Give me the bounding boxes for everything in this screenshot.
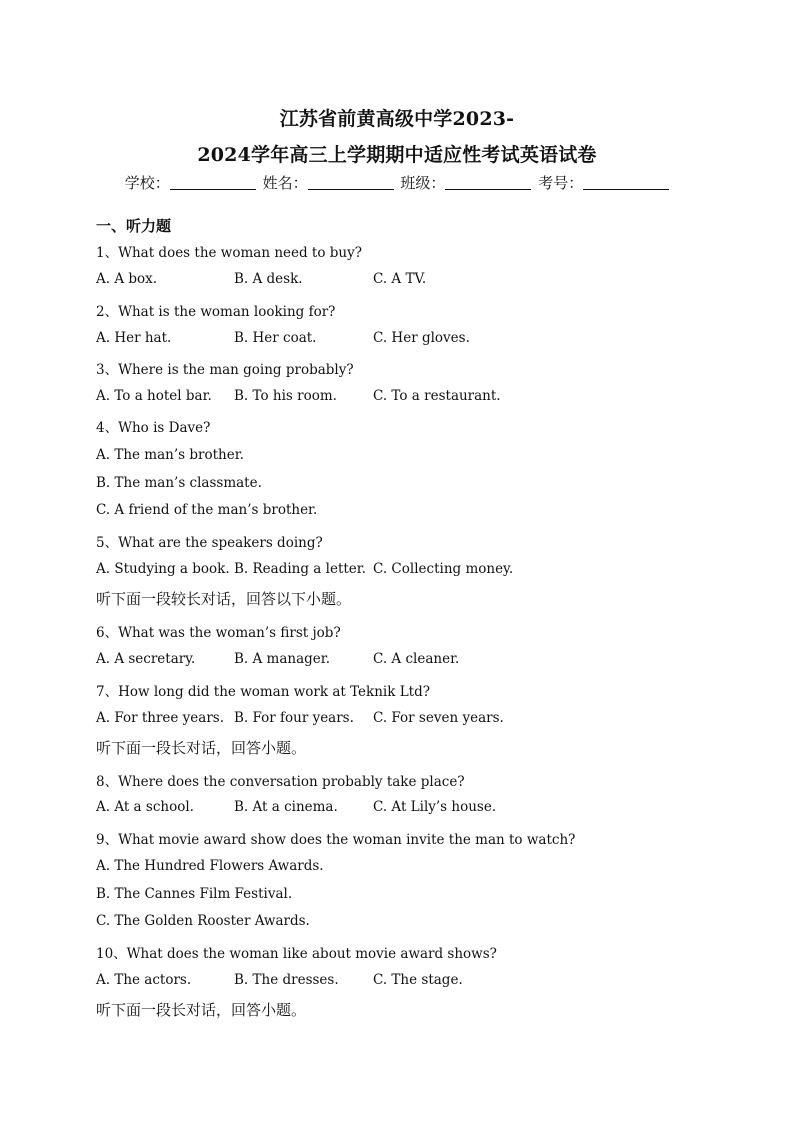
question-5: 5、What are the speakers doing? (96, 535, 323, 551)
name-field (263, 174, 394, 192)
q7-option-a: A. For three years. (96, 710, 225, 726)
question-10: 10、What does the woman like about movie award shows? (96, 946, 497, 962)
exam-title-line1: 江苏省前黄高级中学2023- (279, 108, 515, 130)
section-title: 一、听力题 (96, 217, 172, 235)
exam-number-field (538, 174, 669, 192)
q10-option-b: B. The dresses. (234, 972, 339, 988)
q4-option-b: B. The man’s classmate. (96, 475, 262, 491)
question-4: 4、Who is Dave? (96, 420, 211, 436)
q4-option-c: C. A friend of the man’s brother. (96, 502, 318, 518)
q8-option-c: C. At Lily’s house. (373, 799, 497, 815)
q8-option-a: A. At a school. (96, 799, 194, 815)
listening-instruction-1: 听下面一段较长对话，回答以下小题。 (96, 590, 352, 608)
question-1: 1、What does the woman need to buy? (96, 245, 362, 261)
class-blank[interactable] (445, 175, 531, 190)
listening-instruction-3: 听下面一段长对话，回答小题。 (96, 1001, 307, 1019)
q1-option-c: C. A TV. (373, 271, 427, 287)
q9-option-c: C. The Golden Rooster Awards. (96, 913, 310, 929)
q3-option-c: C. To a restaurant. (373, 388, 501, 404)
q7-option-c: C. For seven years. (373, 710, 504, 726)
q3-option-b: B. To his room. (234, 388, 337, 404)
q10-option-a: A. The actors. (96, 972, 192, 988)
q6-option-c: C. A cleaner. (373, 651, 460, 667)
name-label: 姓名： (262, 174, 308, 192)
class-label: 班级： (400, 174, 446, 192)
q10-option-c: C. The stage. (373, 972, 463, 988)
q5-option-a: A. Studying a book. (96, 561, 230, 577)
q2-option-b: B. Her coat. (234, 330, 317, 346)
exam-number-blank[interactable] (583, 175, 669, 190)
question-9: 9、What movie award show does the woman invite the man to watch? (96, 832, 576, 848)
question-6: 6、What was the woman’s first job? (96, 625, 341, 641)
q6-option-b: B. A manager. (234, 651, 331, 667)
q7-option-b: B. For four years. (234, 710, 354, 726)
q3-option-a: A. To a hotel bar. (96, 388, 212, 404)
student-info-row (0, 172, 794, 193)
exam-title-line2: 2024学年高三上学期期中适应性考试英语试卷 (197, 144, 597, 166)
school-label: 学校： (124, 174, 170, 192)
q4-option-a: A. The man’s brother. (96, 447, 244, 463)
q2-option-c: C. Her gloves. (373, 330, 470, 346)
school-field (125, 174, 256, 192)
q9-option-b: B. The Cannes Film Festival. (96, 886, 293, 902)
q6-option-a: A. A secretary. (96, 651, 196, 667)
exam-number-label: 考号： (538, 174, 584, 192)
q1-option-b: B. A desk. (234, 271, 303, 287)
class-field (400, 174, 531, 192)
question-2: 2、What is the woman looking for? (96, 304, 336, 320)
q2-option-a: A. Her hat. (96, 330, 172, 346)
q5-option-c: C. Collecting money. (373, 561, 514, 577)
q9-option-a: A. The Hundred Flowers Awards. (96, 858, 324, 874)
school-blank[interactable] (170, 175, 256, 190)
name-blank[interactable] (308, 175, 394, 190)
listening-instruction-2: 听下面一段长对话，回答小题。 (96, 739, 307, 757)
q1-option-a: A. A box. (96, 271, 158, 287)
question-7: 7、How long did the woman work at Teknik Ltd? (96, 684, 430, 700)
question-8: 8、Where does the conversation probably take place? (96, 774, 465, 790)
q8-option-b: B. At a cinema. (234, 799, 338, 815)
question-3: 3、Where is the man going probably? (96, 362, 354, 378)
q5-option-b: B. Reading a letter. (234, 561, 367, 577)
